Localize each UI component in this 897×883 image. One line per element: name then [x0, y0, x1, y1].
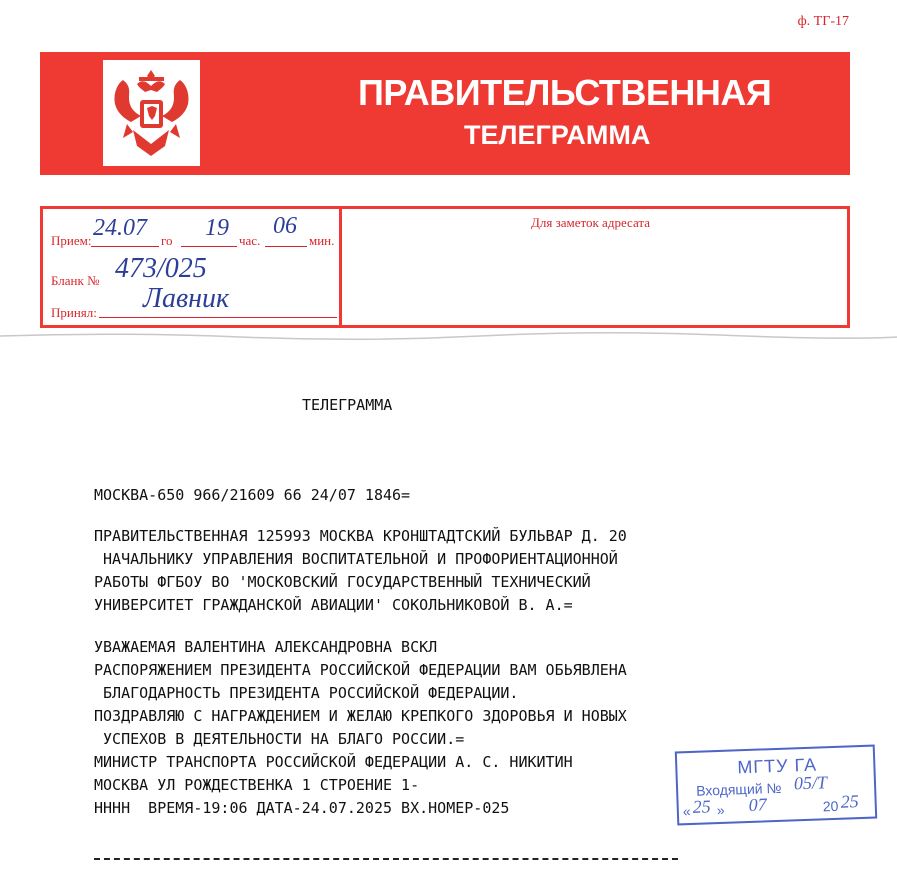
bottom-dashed-line	[94, 858, 678, 860]
telegram-routing: МОСКВА-650 966/21609 66 24/07 1846=	[94, 486, 411, 504]
blank-label: Бланк №	[51, 273, 100, 288]
received-day-line	[91, 246, 159, 247]
tear-edge	[0, 330, 897, 342]
stamp-year-prefix: 20	[822, 797, 839, 815]
accepted-signature: Лавник	[143, 283, 230, 314]
stamp-quote-close: »	[716, 801, 725, 819]
stamp-month: 07	[748, 794, 768, 815]
received-minute: 06	[273, 213, 297, 239]
notes-label: Для заметок адресата	[531, 215, 651, 230]
stamp-year-suffix: 25	[840, 791, 859, 812]
received-hour: 19	[205, 215, 229, 241]
received-minute-line	[265, 246, 307, 247]
message-line: НННН ВРЕМЯ-19:06 ДАТА-24.07.2025 ВХ.НОМЕР-025	[94, 799, 510, 817]
message-line: МОСКВА УЛ РОЖДЕСТВЕНКА 1 СТРОЕНИЕ 1-	[94, 776, 420, 794]
address-line: УНИВЕРСИТЕТ ГРАЖДАНСКОЙ АВИАЦИИ' СОКОЛЬНИКОВОЙ В. А.=	[94, 596, 573, 614]
message-line: БЛАГОДАРНОСТЬ ПРЕЗИДЕНТА РОССИЙСКОЙ ФЕДЕРАЦИИ.	[94, 684, 519, 702]
header-banner	[40, 52, 850, 175]
stamp-day: 25	[692, 796, 712, 817]
stamp-incoming-number: 05/Т	[793, 772, 828, 794]
emblem-frame	[103, 60, 200, 166]
telegram-heading: ТЕЛЕГРАММА	[302, 396, 393, 414]
stamp-quote-open: «	[682, 802, 691, 820]
message-line: УСПЕХОВ В ДЕЯТЕЛЬНОСТИ НА БЛАГО РОССИИ.=	[94, 730, 465, 748]
received-minute-unit: мин.	[309, 233, 335, 248]
stamp-incoming-label: Входящий №	[695, 779, 782, 799]
message-line: РАСПОРЯЖЕНИЕМ ПРЕЗИДЕНТА РОССИЙСКОЙ ФЕДЕРАЦИИ ВАМ ОБЬЯВЛЕНА	[94, 661, 627, 679]
accepted-line	[99, 317, 337, 318]
registration-box	[40, 206, 850, 328]
received-hour-line	[181, 246, 237, 247]
address-line: НАЧАЛЬНИКУ УПРАВЛЕНИЯ ВОСПИТАТЕЛЬНОЙ И ПРОФОРИЕНТАЦИОННОЙ	[94, 550, 618, 568]
message-line: ПОЗДРАВЛЯЮ С НАГРАЖДЕНИЕМ И ЖЕЛАЮ КРЕПКОГО ЗДОРОВЬЯ И НОВЫХ	[94, 707, 627, 725]
blank-number: 473/025	[115, 253, 207, 284]
header-title: ПРАВИТЕЛЬСТВЕННАЯ	[358, 72, 772, 113]
accepted-label: Принял:	[51, 305, 97, 320]
incoming-stamp	[675, 745, 877, 826]
received-label: Прием:	[51, 233, 92, 248]
message-line: УВАЖАЕМАЯ ВАЛЕНТИНА АЛЕКСАНДРОВНА ВСКЛ	[94, 638, 438, 656]
header-subtitle: ТЕЛЕГРАММА	[464, 120, 651, 150]
received-day: 24.07	[93, 215, 147, 241]
stamp-org: МГТУ ГА	[737, 754, 818, 778]
received-hour-unit: час.	[239, 233, 261, 248]
address-line: ПРАВИТЕЛЬСТВЕННАЯ 125993 МОСКВА КРОНШТАДТСКИЙ БУЛЬВАР Д. 20	[94, 527, 627, 545]
message-line: МИНИСТР ТРАНСПОРТА РОССИЙСКОЙ ФЕДЕРАЦИИ А. С. НИКИТИН	[94, 753, 573, 771]
address-line: РАБОТЫ ФГБОУ ВО 'МОСКОВСКИЙ ГОСУДАРСТВЕННЫЙ ТЕХНИЧЕСКИЙ	[94, 573, 591, 591]
double-headed-eagle-icon	[103, 60, 200, 166]
registration-divider	[339, 209, 342, 325]
received-go-label: го	[161, 233, 173, 248]
form-code: ф. ТГ-17	[797, 14, 849, 29]
